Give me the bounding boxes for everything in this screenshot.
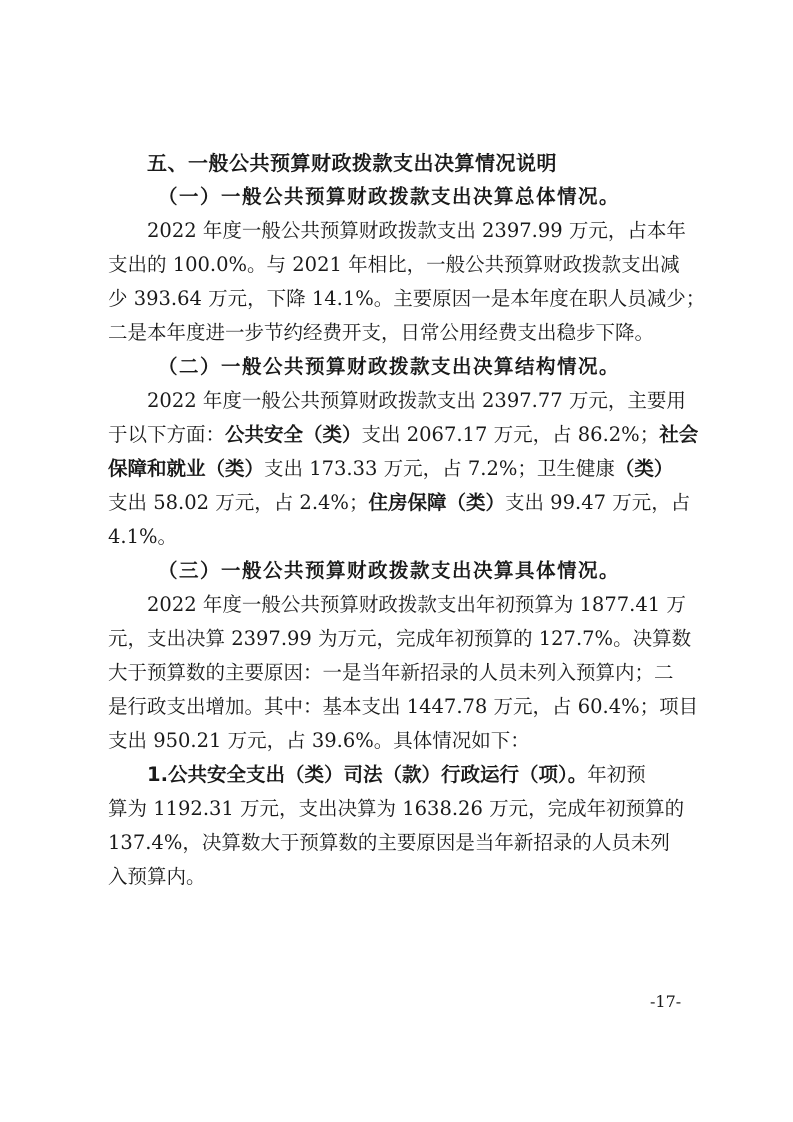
paragraph-line — [108, 486, 693, 520]
paragraph-line: 137.4%，决算数大于预算数的主要原因是当年新招录的人员未列 — [108, 831, 670, 854]
paragraph-line: 少 393.64 万元，下降 14.1%。主要原因一是本年度在职人员减少； — [108, 287, 706, 310]
bold-category: 社会 — [659, 423, 699, 446]
section-heading: 五、一般公共预算财政拨款支出决算情况说明 — [147, 151, 557, 175]
paragraph-line: 二是本年度进一步节约经费开支，日常公用经费支出稳步下降。 — [108, 321, 655, 344]
bold-category: （类） — [614, 457, 674, 480]
bold-category: 保障和就业（类） — [108, 457, 265, 480]
paragraph-line: 支出的 100.0%。与 2021 年相比，一般公共预算财政拨款支出减 — [108, 253, 680, 276]
subsection-heading-2: （二）一般公共预算财政拨款支出决算结构情况。 — [158, 355, 621, 378]
text-run: 支出 173.33 万元，占 7.2%；卫生健康 — [264, 457, 615, 480]
subsection-heading-1: （一）一般公共预算财政拨款支出决算总体情况。 — [158, 185, 621, 208]
text-run: 年初预 — [587, 763, 646, 786]
page-number: -17- — [650, 992, 682, 1011]
subsection-heading-3: （三）一般公共预算财政拨款支出决算具体情况。 — [158, 559, 621, 582]
paragraph-line: 是行政支出增加。其中：基本支出 1447.78 万元，占 60.4%；项目 — [108, 695, 699, 718]
paragraph-line: 支出 950.21 万元，占 39.6%。具体情况如下： — [108, 729, 530, 752]
paragraph-line — [108, 418, 699, 452]
bold-category: 公共安全（类） — [225, 423, 362, 446]
paragraph-line — [108, 452, 693, 486]
paragraph-line: 算为 1192.31 万元，支出决算为 1638.26 万元，完成年初预算的 — [108, 797, 685, 820]
paragraph-line: 大于预算数的主要原因：一是当年新招录的人员未列入预算内；二 — [108, 661, 674, 684]
paragraph-line: 元，支出决算 2397.99 为万元，完成年初预算的 127.7%。决算数 — [108, 627, 692, 650]
document-body — [108, 146, 706, 894]
item-title: 1.公共安全支出（类）司法（款）行政运行（项）。 — [147, 763, 588, 786]
paragraph-line — [108, 758, 693, 792]
paragraph-line: 2022 年度一般公共预算财政拨款支出年初预算为 1877.41 万 — [147, 593, 686, 616]
text-run: 支出 2067.17 万元，占 86.2%； — [361, 423, 660, 446]
text-run: 支出 99.47 万元，占 — [504, 491, 691, 514]
text-run: 支出 58.02 万元，占 2.4%； — [108, 491, 369, 514]
text-run: 于以下方面： — [108, 423, 226, 446]
bold-category: 住房保障（类） — [368, 491, 505, 514]
paragraph-line: 入预算内。 — [108, 865, 206, 888]
paragraph-line: 2022 年度一般公共预算财政拨款支出 2397.99 万元，占本年 — [147, 219, 686, 242]
paragraph-line: 2022 年度一般公共预算财政拨款支出 2397.77 万元，主要用 — [147, 389, 686, 412]
paragraph-line: 4.1%。 — [108, 525, 178, 548]
